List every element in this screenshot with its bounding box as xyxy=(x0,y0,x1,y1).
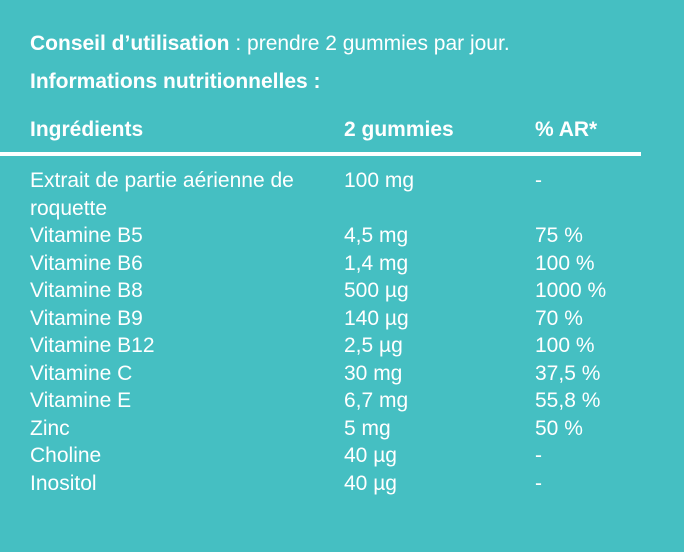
ingredient-ar: - xyxy=(535,471,542,495)
header-ar-percent: % AR* xyxy=(535,118,598,141)
table-row xyxy=(30,305,674,333)
ingredient-amount: 2,5 µg xyxy=(344,334,403,357)
header-amount: 2 gummies xyxy=(344,118,454,141)
ingredient-name: Vitamine C xyxy=(30,361,133,385)
ingredient-amount: 1,4 mg xyxy=(344,251,409,275)
ingredient-name: Vitamine B5 xyxy=(30,224,143,247)
ingredient-name: Vitamine B9 xyxy=(30,306,143,330)
ingredient-ar: 70 % xyxy=(535,306,583,330)
ingredient-ar: 55,8 % xyxy=(535,389,601,412)
ingredient-ar: - xyxy=(535,169,542,192)
table-row xyxy=(30,360,674,388)
ingredient-name: Vitamine B8 xyxy=(30,279,143,302)
ingredient-amount: 4,5 mg xyxy=(344,224,409,247)
table-row xyxy=(30,167,674,222)
ingredient-amount: 40 µg xyxy=(344,444,397,467)
ingredient-amount: 100 mg xyxy=(344,169,415,192)
ingredient-name: Zinc xyxy=(30,416,70,440)
ingredient-amount: 40 µg xyxy=(344,471,397,495)
header-separator-line xyxy=(0,152,641,156)
ingredient-amount: 5 mg xyxy=(344,416,391,440)
ingredient-ar: 75 % xyxy=(535,224,583,247)
nutrition-heading: Informations nutritionnelles : xyxy=(30,70,321,93)
ingredient-ar: - xyxy=(535,444,542,467)
table-header-row xyxy=(30,118,674,142)
ingredient-amount: 140 µg xyxy=(344,306,409,330)
table-row xyxy=(30,250,674,278)
ingredient-amount: 6,7 mg xyxy=(344,389,409,412)
table-row xyxy=(30,222,674,250)
usage-advice-text: : prendre 2 gummies par jour. xyxy=(229,32,510,55)
ingredient-name: Extrait de partie aérienne de roquette xyxy=(30,169,294,220)
ingredient-ar: 1000 % xyxy=(535,279,607,302)
ingredient-amount: 500 µg xyxy=(344,279,409,302)
table-row xyxy=(30,442,674,470)
ingredient-ar: 37,5 % xyxy=(535,361,601,385)
header-ingredients: Ingrédients xyxy=(30,118,144,141)
table-row xyxy=(30,332,674,360)
ingredient-name: Inositol xyxy=(30,471,97,495)
table-row xyxy=(30,387,674,415)
ingredient-ar: 50 % xyxy=(535,416,583,440)
ingredient-name: Choline xyxy=(30,444,102,467)
ingredient-name: Vitamine E xyxy=(30,389,132,412)
usage-advice-label: Conseil d’utilisation xyxy=(30,32,230,55)
ingredient-name: Vitamine B6 xyxy=(30,251,143,275)
table-row xyxy=(30,277,674,305)
table-row xyxy=(30,470,674,498)
ingredient-ar: 100 % xyxy=(535,251,595,275)
table-row xyxy=(30,415,674,443)
ingredient-ar: 100 % xyxy=(535,334,595,357)
ingredient-amount: 30 mg xyxy=(344,361,403,385)
usage-advice xyxy=(30,32,664,56)
ingredient-name: Vitamine B12 xyxy=(30,334,155,357)
ingredient-table-body xyxy=(30,167,674,497)
